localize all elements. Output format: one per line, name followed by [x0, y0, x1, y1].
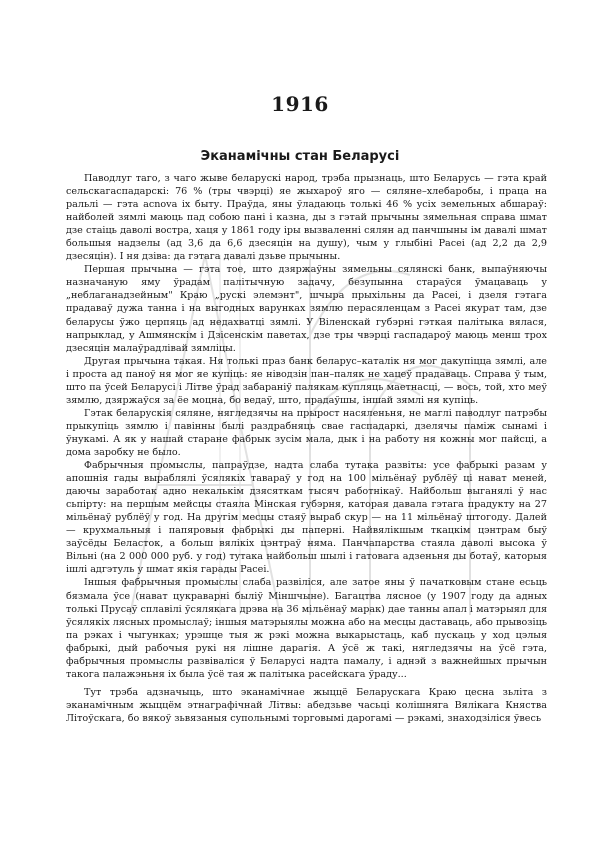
paragraph-4: Гэтак беларускія сяляне, нягледзячы на прырост насяленьня, не маглі паводлуг патрэбы прыкупіць зямлю і павінны былі раздрабняць свае гаспадаркі, дзелячы паміж сынамі і ўнукамі. А як у нашай старане фабрык зусім мала, дык і на работу ня кожны мог пайсці, а дома заробку не было. [66, 407, 547, 458]
year-heading: 1916 [271, 92, 329, 116]
paragraph-1: Паводлуг таго, з чаго жыве беларускі народ, трэба прызнаць, што Беларусь — гэта край сельскагаспадарскі: 76 % (тры чвэрці) яе жыхароў яго — сяляне–хлебаробы, і праца на ральлі — гэта асnova іх быту. Праўда, яны ўладаюць толькі 46 % усіх земельных абшараў: найболей зямлі маюць пад собою пані і казна, ды з гэтай прычыны зямельная справа шмат дзе стаіць даволі востра, хаця у 1861 году іры вызваленні сялян ад панчшыны ім давалі шмат большыя надзелы (ад 3,6 да 6,6 дзесяцін на душу), чым у глыбіні Расеі (ад 2,2 да 2,9 дзесяцін). І ня дзіва: да гэтага давалі дзьве прычыны. [66, 173, 547, 263]
paragraph-7: Тут трэба адзначыць, што эканамічнае жыццё Беларускага Краю цесна зьліта з эканамічным жыццём этнаграфічнай Літвы: абедзьве часьці колішняга Вялікага Княства Літоўскага, бо вякоў зьвязаныя супольнымі торговымі дарогамі — рэкамі, знаходзіліся ўвесь [66, 686, 547, 724]
article-body [66, 172, 547, 725]
paragraph-2: Першая прычына — гэта тое, што дзяржаўны зямельны сялянскі банк, выпаўняючы назначаную яму ўрадам палітычную задачу, безупынна стараўся ўмацаваць у „неблаганадзейным" Краю „рускі элемэнт", шчыра прыхільны да Расеі, і дзеля гэтага прадаваў дужа танна і на выгодных варунках зямлю перасяленцам з Расеі якурат там, дзе беларусы ўжо церпяць ад недахватці зямлі. У Віленскай губэрні гэткая палітыка вялася, напрыклад, у Ашмянскім і Дзісенскім паветах, дзе тры чвэрці гаспадароў маюць менш трох дзесяцін малаўрадлівай зямліцы. [66, 264, 547, 354]
paragraph-6: Іншыя фабрычныя промыслы слаба развіліся, але затое яны ў пачатковым стане есьць бязмала ўсе (нават цукраварні быліў Міншчыне). Багацтва лясное (у 1907 году да адных толькі Прусаў сплавілі ўсялякага дрэва на 36 мільёнаў марак) дае танны апал і матэрыял для ўсялякіх лясных промыслаў; іншыя матэрыялы можна або на месцы даставаць, або прывозіць па рэках і чыгунках; урэшце тыя ж рэкі можна выкарыстаць, каб пускаць у ход цэлыя фабрыкі, дый рабочыя рукі ня лішне дарагія. А ўсё ж такі, нягледзячы на ўсё гэта, фабрычныя промыслы развіваліся ў Беларусі надта памалу, і аднэй з важнейшых прычын такога палажэньня іх была ўсё тая ж палітыка расейскага ўраду... [66, 577, 547, 680]
paragraph-3: Другая прычына такая. Ня толькі праз банк беларус–каталік ня мог дакупіцца зямлі, але і проста ад паноў ня мог яе купіць: яе ніводзін пан–паляк не хацеў прадаваць. Справа ў тым, што па ўсей Беларусі і Літве ўрад забараніў палякам купляць маетнасці, — вось, той, хто меў зямлю, дзяржаўся за ёе моцна, бо ведаў, што, прадаўшы, іншай зямлі ня купіць. [66, 355, 547, 406]
section-title: Эканамічны стан Беларусі [200, 149, 400, 164]
paragraph-5: Фабрычныя промыслы, папраўдзе, надта слаба тутака развіты: усе фабрыкі разам у апошнія гады выраблялі ўсялякіх тавараў у год на 100 мільёнаў рублёў ці нават меней, даючы заработак адно некалькім дзясяткам тысяч работнікаў. Найбольш выганялі ў нас сьпірту: на першым мейсцы стаяла Мінская губэрня, каторая давала гэтага прадукту на 27 мільёнаў рублёў у год. На другім месцы стаяў выраб скур — на 11 мільёнаў штогоду. Далей — крухмальныя і папяровыя фабрыкі ды паперні. Найвялікшым ткацкім цэнтрам быў заўсёды Беласток, а больш вялікіх цэнтраў няма. Панчапарства стаяла даволі высока ў Вільні (на 2 000 000 руб. у год) тутака найбольш шылі і гатовага адзеньня ды ботаў, каторыя ішлі адгэтуль у шмат якія гарады Расеі. [66, 460, 547, 576]
